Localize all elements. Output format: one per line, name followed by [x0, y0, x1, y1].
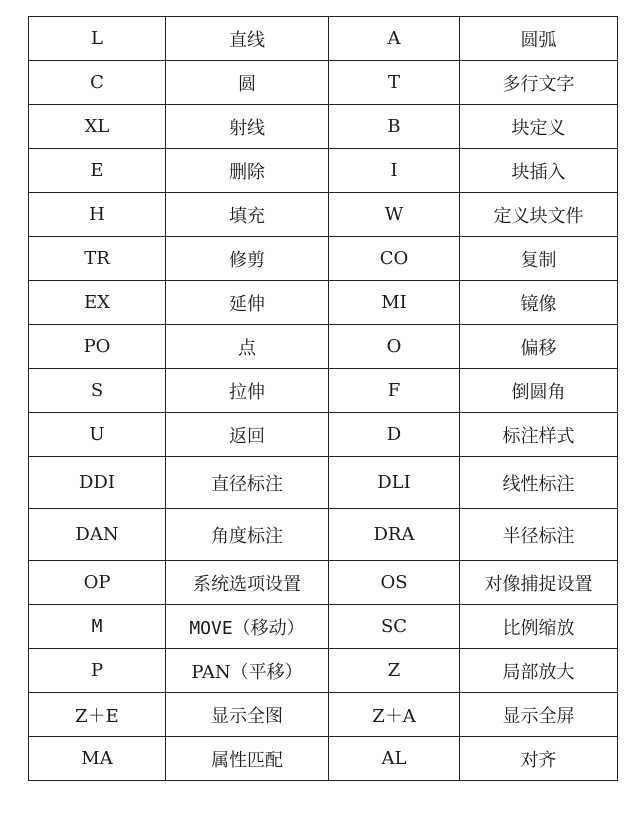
command-code: MI: [329, 281, 460, 325]
command-shortcut-table: [28, 16, 618, 781]
cad-shortcut-document: [28, 16, 617, 781]
command-code: TR: [29, 237, 166, 281]
command-code: H: [29, 193, 166, 237]
command-code: EX: [29, 281, 166, 325]
command-description: 对齐: [460, 737, 618, 781]
command-description: 圆弧: [460, 17, 618, 61]
command-code: T: [329, 61, 460, 105]
command-description: 直径标注: [166, 457, 329, 509]
table-row: [29, 457, 618, 509]
table-row: [29, 413, 618, 457]
command-code: DRA: [329, 509, 460, 561]
table-row: [29, 509, 618, 561]
table-row: [29, 193, 618, 237]
command-code: D: [329, 413, 460, 457]
command-description: 线性标注: [460, 457, 618, 509]
command-description: 修剪: [166, 237, 329, 281]
command-description: 复制: [460, 237, 618, 281]
command-description: PAN（平移）: [166, 649, 329, 693]
table-row: [29, 17, 618, 61]
command-description: 射线: [166, 105, 329, 149]
table-row: [29, 649, 618, 693]
command-description: 删除: [166, 149, 329, 193]
command-description: 半径标注: [460, 509, 618, 561]
command-description: 局部放大: [460, 649, 618, 693]
command-code: S: [29, 369, 166, 413]
command-description: 角度标注: [166, 509, 329, 561]
command-description: 块定义: [460, 105, 618, 149]
command-code: F: [329, 369, 460, 413]
command-code: U: [29, 413, 166, 457]
command-description: 点: [166, 325, 329, 369]
command-code: CO: [329, 237, 460, 281]
command-code: DLI: [329, 457, 460, 509]
command-code: I: [329, 149, 460, 193]
table-row: [29, 281, 618, 325]
command-code: AL: [329, 737, 460, 781]
command-description: MOVE（移动）: [166, 605, 329, 649]
command-code: L: [29, 17, 166, 61]
command-code: M: [29, 605, 166, 649]
command-code: P: [29, 649, 166, 693]
table-row: [29, 369, 618, 413]
command-description: 延伸: [166, 281, 329, 325]
command-description: 定义块文件: [460, 193, 618, 237]
command-code: OS: [329, 561, 460, 605]
command-description: 多行文字: [460, 61, 618, 105]
command-description: 显示全屏: [460, 693, 618, 737]
command-description: 直线: [166, 17, 329, 61]
command-description: 圆: [166, 61, 329, 105]
command-code: Z: [329, 649, 460, 693]
command-description: 标注样式: [460, 413, 618, 457]
table-row: [29, 237, 618, 281]
table-row: [29, 325, 618, 369]
command-code: Z＋A: [329, 693, 460, 737]
command-description: 属性匹配: [166, 737, 329, 781]
table-row: [29, 737, 618, 781]
command-description: 返回: [166, 413, 329, 457]
command-code: PO: [29, 325, 166, 369]
command-code: XL: [29, 105, 166, 149]
command-code: A: [329, 17, 460, 61]
command-description: 填充: [166, 193, 329, 237]
command-code: C: [29, 61, 166, 105]
command-description: 块插入: [460, 149, 618, 193]
command-description: 显示全图: [166, 693, 329, 737]
command-description: 镜像: [460, 281, 618, 325]
command-code: DDI: [29, 457, 166, 509]
table-row: [29, 561, 618, 605]
command-code: DAN: [29, 509, 166, 561]
command-description: 系统选项设置: [166, 561, 329, 605]
command-code: OP: [29, 561, 166, 605]
command-code: MA: [29, 737, 166, 781]
command-description: 比例缩放: [460, 605, 618, 649]
command-description: 拉伸: [166, 369, 329, 413]
table-row: [29, 693, 618, 737]
command-description: 偏移: [460, 325, 618, 369]
table-row: [29, 105, 618, 149]
command-description: 对像捕捉设置: [460, 561, 618, 605]
command-description: 倒圆角: [460, 369, 618, 413]
table-row: [29, 61, 618, 105]
command-code: B: [329, 105, 460, 149]
command-code: Z＋E: [29, 693, 166, 737]
command-code: SC: [329, 605, 460, 649]
command-code: E: [29, 149, 166, 193]
command-code: W: [329, 193, 460, 237]
table-row: [29, 149, 618, 193]
table-row: [29, 605, 618, 649]
command-code: O: [329, 325, 460, 369]
